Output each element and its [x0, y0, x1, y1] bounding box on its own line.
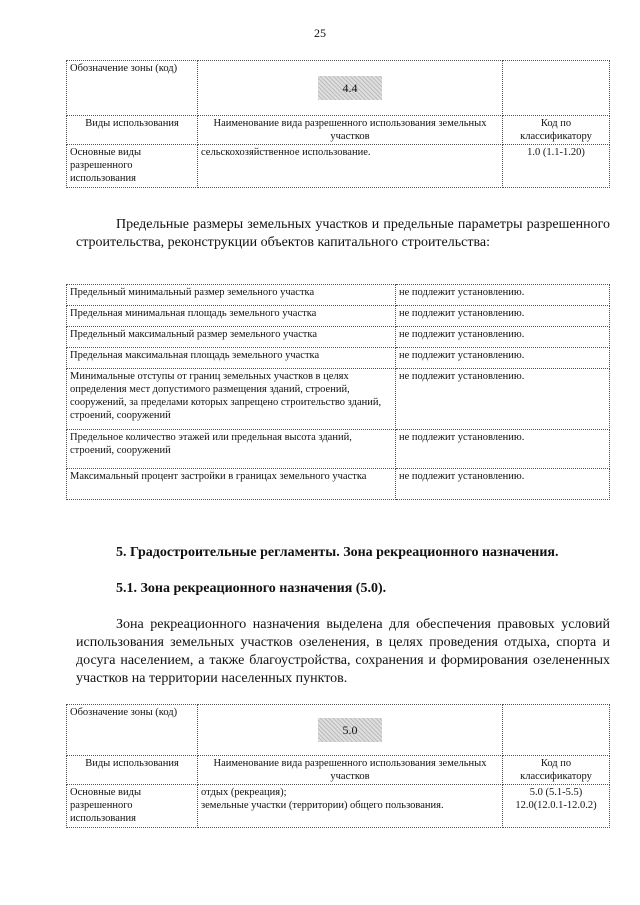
parameters-table: [66, 284, 610, 500]
param-value: не подлежит установлению.: [396, 430, 610, 469]
column-header-usage-types: Виды использования: [67, 116, 198, 145]
param-value: не подлежит установлению.: [396, 369, 610, 430]
param-name: Предельный минимальный размер земельного участка: [67, 285, 396, 306]
intro-paragraph-text: Предельные размеры земельных участков и предельные параметры разрешенного строительства, реконструкции объектов капитального строительства:: [76, 217, 610, 250]
column-header-usage-types: Виды использования: [67, 756, 198, 785]
row-classifier-code: 12.0(12.0.1-12.0.2): [515, 800, 597, 811]
column-header-usage-name: Наименование вида разрешенного использования земельных участков: [198, 116, 503, 145]
table-row: [67, 469, 610, 500]
column-header-classifier-code: Код по классификатору: [503, 116, 610, 145]
section-heading-5: 5. Градостроительные регламенты. Зона рекреационного назначения.: [116, 545, 559, 560]
row-usage-name: сельскохозяйственное использование.: [198, 145, 503, 188]
param-name: Максимальный процент застройки в границах земельного участка: [67, 469, 396, 500]
section-heading-5-1: 5.1. Зона рекреационного назначения (5.0).: [116, 581, 387, 596]
param-value: не подлежит установлению.: [396, 306, 610, 327]
param-name: Предельное количество этажей или предельная высота зданий, строений, сооружений: [67, 430, 396, 469]
param-value: не подлежит установлению.: [396, 285, 610, 306]
table-row: [67, 306, 610, 327]
zone-code-badge: 5.0: [318, 718, 382, 742]
row-usage-type: Основные виды разрешенного использования: [67, 145, 198, 188]
table-row: [67, 369, 610, 430]
page-number: 25: [314, 26, 326, 40]
param-value: не подлежит установлению.: [396, 469, 610, 500]
row-classifier-code: 1.0 (1.1-1.20): [503, 145, 610, 188]
zone-label: Обозначение зоны (код): [70, 63, 178, 74]
column-header-usage-name: Наименование вида разрешенного использования земельных участков: [198, 756, 503, 785]
param-name: Минимальные отступы от границ земельных участков в целях определения мест допустимого размещения зданий, строений, сооружений, за пределами которых запрещено строительство зданий, строений, сооружений: [67, 369, 396, 430]
zone-description-paragraph: [76, 616, 610, 688]
param-name: Предельная минимальная площадь земельного участка: [67, 306, 396, 327]
row-classifier-code: 5.0 (5.1-5.5): [529, 787, 583, 798]
param-value: не подлежит установлению.: [396, 348, 610, 369]
param-value: не подлежит установлению.: [396, 327, 610, 348]
table-row: [67, 430, 610, 469]
row-usage-type: Основные виды разрешенного использования: [67, 785, 198, 828]
table-row: [67, 327, 610, 348]
param-name: Предельный максимальный размер земельного участка: [67, 327, 396, 348]
column-header-classifier-code: Код по классификатору: [503, 756, 610, 785]
param-name: Предельная максимальная площадь земельного участка: [67, 348, 396, 369]
table-row: [67, 348, 610, 369]
zone-label: Обозначение зоны (код): [70, 707, 178, 718]
zone-table-recreational: [66, 704, 610, 828]
table-row: [67, 285, 610, 306]
zone-table-agricultural: [66, 60, 610, 188]
row-usage-name: отдых (рекреация);: [201, 787, 287, 798]
zone-description-text: Зона рекреационного назначения выделена для обеспечения правовых условий использования земельных участков озеленения, в целях проведения отдыха, спорта и досуга населением, а также благоустройства, сохранения и формирования озелененных участков на территории населенных пунктов.: [76, 617, 610, 686]
row-usage-name: земельные участки (территории) общего пользования.: [201, 800, 444, 811]
zone-code-badge: 4.4: [318, 76, 382, 100]
intro-paragraph: [76, 216, 610, 252]
